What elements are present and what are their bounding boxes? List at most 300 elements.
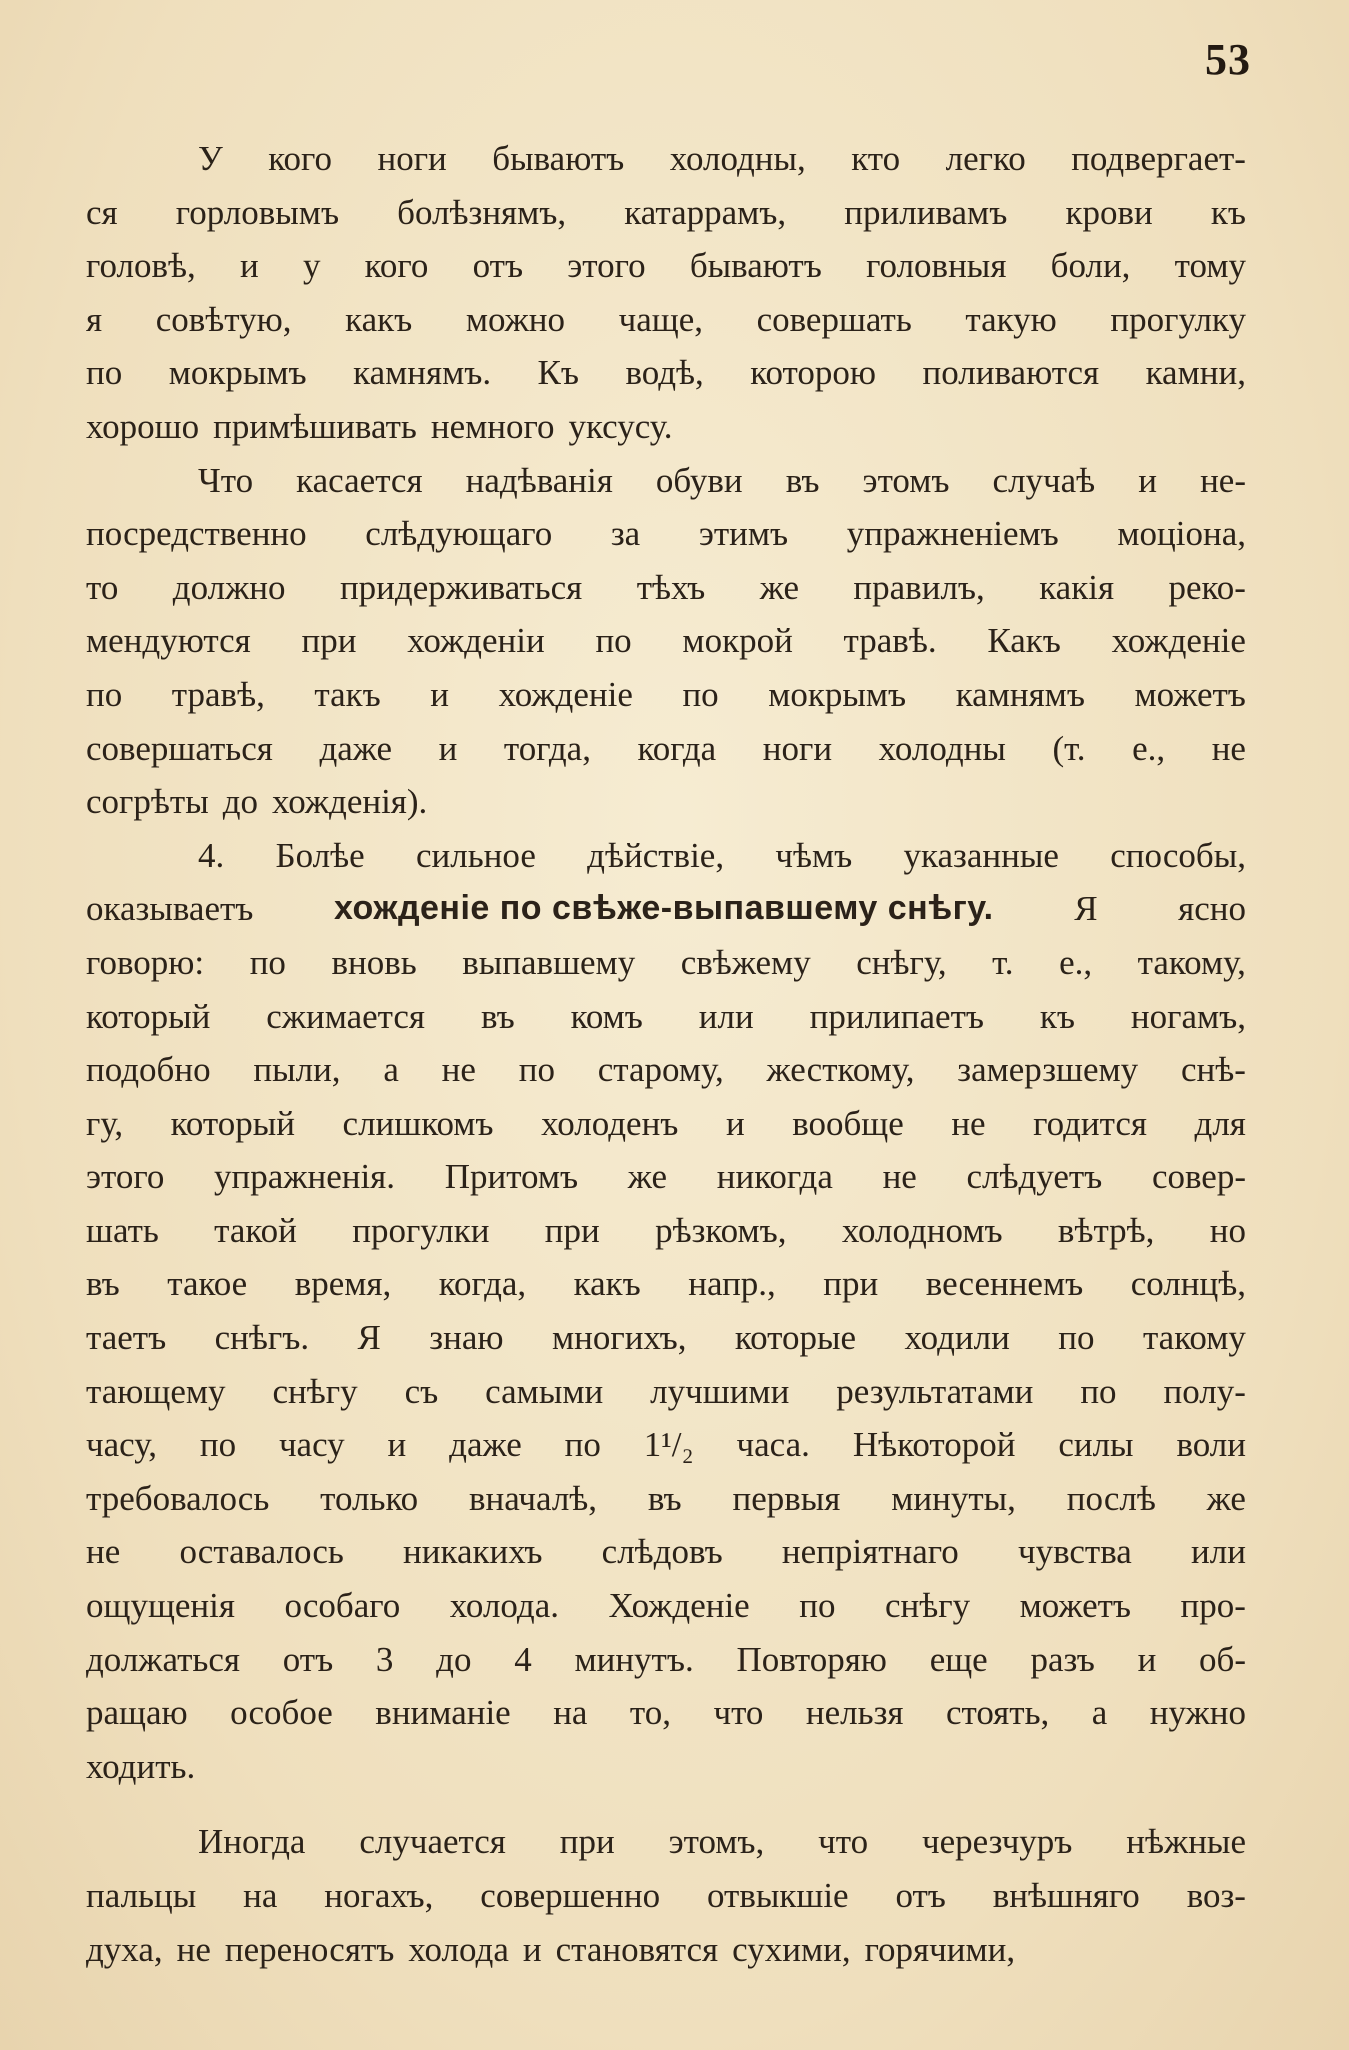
text-line [86,400,1246,454]
text-line [86,1043,1246,1097]
text-line [86,1686,1246,1740]
word: то [86,567,119,607]
word: холодномъ [841,1210,1003,1250]
word: комъ [570,996,643,1036]
word: до [222,782,259,822]
text-line [86,775,1246,829]
word: дѣйствіе, [587,835,725,875]
text-line [86,1815,1246,1869]
text-line [86,1633,1246,1687]
word: минутъ. [574,1639,694,1679]
word: ноги [762,728,833,768]
word: воли [1176,1425,1246,1465]
word: по [595,621,632,661]
paragraph [86,454,1246,829]
word: можно [465,299,566,339]
word: хожденія). [272,782,428,822]
text-line [86,132,1246,186]
word: этого [86,1157,165,1197]
word: правилъ, [853,567,985,607]
word: по [799,1586,836,1626]
word: холодны [878,728,1006,768]
text-line [86,454,1246,508]
text-line [86,346,1246,400]
word: камнямъ [955,674,1085,714]
word: Иногда [198,1822,306,1862]
word: легко [945,139,1026,178]
word: кто [851,139,901,178]
text-line [86,668,1246,722]
word: рѣзкомъ, [655,1210,787,1250]
word: по [1058,1318,1095,1358]
word: не [951,1103,986,1143]
word: камнямъ. [353,353,492,393]
word: ногамъ, [1130,996,1246,1036]
word: нужно [1149,1693,1246,1733]
word: никогда [716,1157,833,1197]
word: такому, [1137,942,1246,982]
text-line [86,1365,1246,1419]
word: хорошо [86,406,200,446]
paragraph [86,132,1246,454]
word: примѣшивать [213,406,417,446]
word: по [682,674,719,714]
text-line [86,882,1246,936]
word: такое [167,1264,248,1304]
word: первыя [732,1478,841,1518]
word: по [1080,1371,1117,1411]
word: у [302,246,321,286]
word: реко- [1168,567,1246,607]
word: напр., [688,1264,776,1304]
word: пыли, [253,1050,341,1090]
word: что [713,1693,764,1733]
word: не [86,1532,121,1572]
word: при [559,1822,615,1862]
word: травѣ. [843,621,937,661]
word: слѣдующаго [365,514,553,554]
word: этимъ [698,514,789,554]
word: хожденіи [407,621,545,661]
word: крови [1065,192,1153,232]
word: на [243,1876,278,1915]
word: ся [86,192,118,232]
word: приливамъ [844,192,1008,232]
word: снѣгу [272,1371,358,1411]
text-line [86,829,1246,883]
word: а [383,1050,399,1090]
word: при [823,1264,879,1304]
text-line [86,1869,1246,1923]
word: такой [214,1210,297,1250]
word: результатами [836,1371,1034,1411]
word: слѣдовъ [601,1532,723,1572]
word: вначалѣ, [469,1478,598,1518]
word: къ [1210,192,1246,232]
word: по [249,942,286,982]
word: не [1211,728,1246,768]
word: за [610,514,641,554]
paragraph-gap [86,1793,1246,1815]
word: же [759,567,799,607]
text-line [86,186,1246,240]
word: бываютъ [689,246,822,286]
word: непріятнаго [781,1532,959,1572]
word: отвыкшіе [707,1876,849,1915]
word: гу, [86,1103,124,1143]
word: боли, [1050,246,1131,286]
word: весеннемъ [925,1264,1084,1304]
word: снѣгу, [856,942,947,982]
word: часа. [736,1425,810,1465]
word: а [1091,1693,1108,1733]
word: оставалось [179,1532,344,1572]
word: говорю: [86,942,205,982]
word: 4 [514,1639,532,1679]
word: немного [430,406,555,446]
text-line [86,1472,1246,1526]
word: при [544,1210,600,1250]
word: до [436,1639,472,1679]
word: согрѣты [86,782,209,822]
word: моціона, [1117,514,1246,554]
word: болѣзнямъ, [397,192,567,232]
word: прогулки [352,1210,490,1250]
word: 4. [198,835,225,875]
word: 1¹/₂ [643,1425,694,1465]
word: упражненія. [214,1157,396,1197]
word: катаррамъ, [624,192,787,232]
word: какъ [345,299,413,339]
word: знаю [429,1318,504,1358]
word: лучшими [650,1371,790,1411]
word: об- [1199,1639,1246,1679]
word: такъ [314,674,381,714]
word: духа, [86,1929,163,1969]
word: посредственно [86,514,307,554]
text-line [86,1150,1246,1204]
word: когда, [438,1264,527,1304]
word: снѣ- [1180,1050,1246,1090]
word: который [86,996,211,1036]
word: отъ [472,246,524,286]
text-line [86,507,1246,561]
word: оказываетъ [86,889,254,929]
word: вообще [792,1103,904,1143]
word: такую [965,299,1057,339]
word: хожденіе [498,674,633,714]
word: не [882,1157,917,1197]
word: совершенно [480,1876,661,1915]
word: въ [86,1264,120,1304]
word: кого [364,246,429,286]
text-line [86,614,1246,668]
word: Я [1074,889,1098,929]
word: отъ [895,1876,946,1915]
text-body [86,132,1246,1976]
word: подобно [86,1050,211,1090]
word: указанные [903,835,1059,875]
word: самыми [485,1371,604,1411]
word: снѣгъ. [214,1318,310,1358]
word: слѣдуетъ [966,1157,1103,1197]
word: и [1138,460,1157,500]
word: ясно [1178,889,1246,929]
word: мендуются [86,621,251,661]
word: Повторяю [736,1639,887,1679]
text-line [86,1311,1246,1365]
word: холода. [449,1586,559,1626]
word: совер- [1151,1157,1246,1197]
text-line [86,1579,1246,1633]
word: въ [647,1478,682,1518]
text-line [86,936,1246,990]
word: мокрымъ [168,353,307,393]
word: ноги [377,139,447,178]
word: ходить. [86,1746,196,1786]
word: У [198,139,223,178]
word: и [438,728,458,768]
word: только [320,1478,419,1518]
text-line [86,1418,1246,1472]
word: т. [992,942,1014,982]
word: часу, [86,1425,157,1465]
text-line [86,1525,1246,1579]
word: Нѣкоторой [852,1425,1016,1465]
word: прилипаетъ [809,996,984,1036]
word: сильное [415,835,536,875]
word: даже [449,1425,522,1465]
word: по [86,353,123,393]
word: которою [750,353,877,393]
word: тогда, [503,728,591,768]
paragraph [86,1815,1246,1976]
word: никакихъ [403,1532,543,1572]
word: вѣтрѣ, [1057,1210,1155,1250]
word: сжимается [266,996,426,1036]
word: случается [359,1822,506,1862]
word: кого [268,139,332,178]
word: горловымъ [175,192,340,232]
word: снѣгу [884,1586,971,1626]
word: холоденъ [541,1103,679,1143]
word: на [553,1693,588,1733]
word: слишкомъ [342,1103,494,1143]
word: и [387,1425,407,1465]
word: по [518,1050,555,1090]
word: часу [278,1425,345,1465]
word: минуты, [891,1478,1016,1518]
word: полу- [1163,1371,1246,1411]
word: тающему [86,1371,226,1411]
word: обуви [655,460,743,500]
word: случаѣ [992,460,1096,500]
word: головѣ, [86,246,196,286]
word: внѣшняго [992,1876,1140,1915]
word: травѣ, [171,674,265,714]
word: способы, [1110,835,1246,875]
word: многихъ, [551,1318,687,1358]
word: который [170,1103,295,1143]
page-number: 53 [1205,35,1251,84]
word: должаться [86,1639,241,1679]
word: этомъ, [668,1822,765,1862]
word: становятся [555,1929,719,1969]
text-line [86,1740,1246,1794]
word: горячими, [864,1929,1016,1969]
word: даже [319,728,393,768]
word: какія [1039,567,1115,607]
word: съ [404,1371,439,1411]
word: для [1194,1103,1246,1143]
word: мокрымъ [768,674,907,714]
word: по [564,1425,601,1465]
word: тому [1174,246,1246,286]
word: чаще, [618,299,703,339]
word: такому [1142,1318,1246,1358]
word: послѣ [1066,1478,1156,1518]
word: и [430,674,450,714]
word: придерживаться [339,567,583,607]
word: или [1191,1532,1246,1572]
word: въ [785,460,820,500]
word: свѣжему [680,942,811,982]
word: ращаю [86,1693,188,1733]
word: про- [1180,1586,1246,1626]
word: касается [296,460,423,500]
word: чѣмъ [775,835,853,875]
word: чувства [1017,1532,1132,1572]
word: что [818,1822,869,1862]
text-line [86,239,1246,293]
word: годится [1033,1103,1147,1143]
word: жесткому, [766,1050,915,1090]
word: холодны, [669,139,806,178]
text-line [86,1923,1246,1977]
word: тѣхъ [636,567,706,607]
word: Къ [537,353,579,393]
word: или [698,996,754,1036]
word: холода [408,1929,509,1969]
word: Какъ [987,621,1061,661]
word: я [86,299,103,339]
word: Я [357,1318,381,1358]
word: время, [294,1264,392,1304]
word: при [301,621,357,661]
word: ходили [904,1318,1010,1358]
word: еще [929,1639,988,1679]
word: уксусу. [568,406,673,446]
word: разъ [1030,1639,1095,1679]
word: 3 [375,1639,394,1679]
word: отъ [282,1639,334,1679]
word: какъ [573,1264,641,1304]
text-line [86,1097,1246,1151]
word: подвергает- [1071,139,1246,178]
word: этого [567,246,646,286]
word: же [1206,1478,1246,1518]
word: замерзшему [957,1050,1139,1090]
word: пальцы [86,1876,197,1915]
word: не [441,1050,476,1090]
word: Что [198,460,254,500]
word: и [240,246,259,286]
word: хожденіе [1111,621,1246,661]
word: не- [1200,460,1246,500]
word: е., [1132,728,1166,768]
word: силы [1058,1425,1134,1465]
text-line [86,1257,1246,1311]
word: упражненіемъ [846,514,1059,554]
word: водѣ, [625,353,704,393]
word: и [725,1103,745,1143]
word: прогулку [1110,299,1246,339]
word: совершаться [86,728,273,768]
word: нѣжные [1126,1822,1246,1862]
word: и [1137,1639,1157,1679]
word: старому, [597,1050,724,1090]
paragraph [86,829,1246,1794]
word: Болѣе [275,835,365,875]
word: сухими, [732,1929,851,1969]
word: не [176,1929,211,1969]
word: ощущенія [86,1586,235,1626]
word: нельзя [805,1693,904,1733]
word: Хожденіе [608,1586,750,1626]
word: выпавшему [462,942,636,982]
word: этомъ [862,460,950,500]
word: поливаются [922,353,1100,393]
text-line [86,722,1246,776]
word: е., [1059,942,1093,982]
text-line [86,561,1246,615]
word: стоять, [945,1693,1050,1733]
word: можетъ [1019,1586,1132,1626]
word: таетъ [86,1318,167,1358]
word: по [199,1425,237,1465]
word: черезчуръ [921,1822,1073,1862]
word: вновь [331,942,417,982]
word: солнцѣ, [1130,1264,1246,1304]
text-line [86,1204,1246,1258]
word: воз- [1186,1876,1246,1915]
text-line [86,293,1246,347]
word: ногахъ, [324,1876,434,1915]
word: Притомъ [444,1157,579,1197]
word: то, [629,1693,672,1733]
word: переносятъ [224,1929,395,1969]
word: должно [172,567,286,607]
word: мокрой [682,621,793,661]
word: особое [230,1693,333,1733]
word: головныя [866,246,1007,286]
word: особаго [284,1586,401,1626]
word: надѣванія [465,460,613,500]
word: бываютъ [492,139,625,178]
word: но [1209,1210,1246,1250]
word: можетъ [1134,674,1246,714]
word: требовалось [86,1478,270,1518]
emphasized-phrase: хожденіе по свѣже-выпавшему снѣгу. [333,889,994,928]
word: же [627,1157,668,1197]
text-line [86,990,1246,1044]
word: которые [734,1318,857,1358]
word: совершать [756,299,912,339]
word: въ [480,996,515,1036]
word: совѣтую, [155,299,292,339]
word: когда [637,728,717,768]
word: вниманіе [375,1693,511,1733]
